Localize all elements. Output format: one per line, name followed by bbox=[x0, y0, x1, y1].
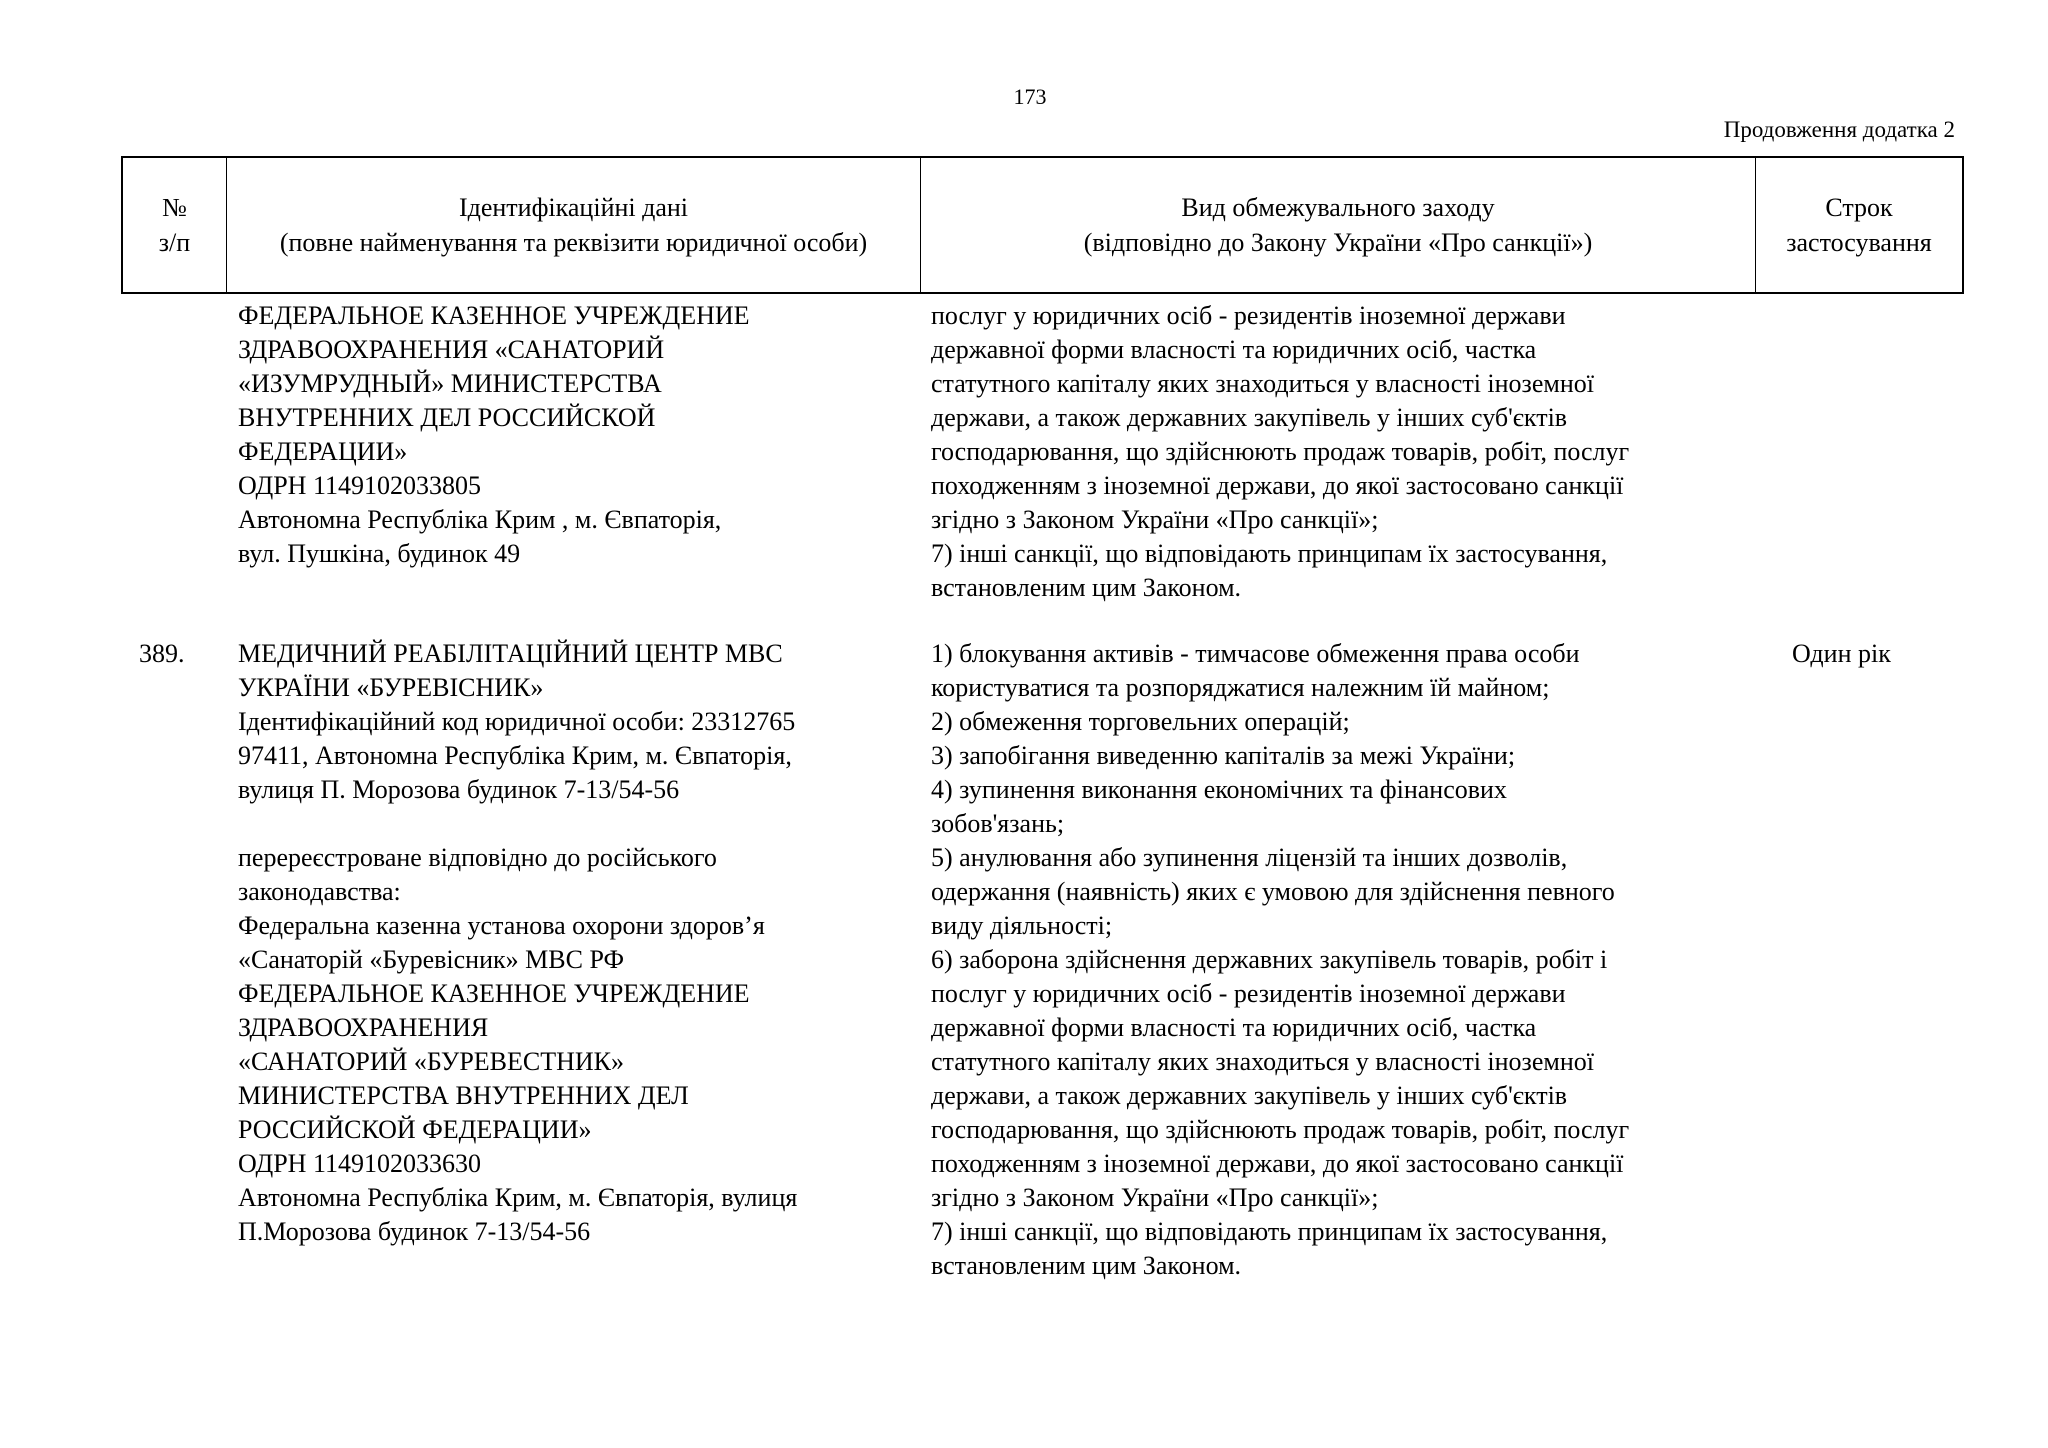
text-line: Ідентифікаційний код юридичної особи: 23312765 bbox=[238, 707, 796, 736]
text-line: Автономна Республіка Крим, м. Євпаторія, вулиця bbox=[238, 1183, 798, 1212]
text-line: встановленим цим Законом. bbox=[931, 573, 1242, 602]
text-line: 1) блокування активів - тимчасове обмеження права особи bbox=[931, 639, 1580, 668]
entry-389-russian-reregistration bbox=[238, 841, 797, 1249]
text-line: П.Морозова будинок 7-13/54-56 bbox=[238, 1217, 591, 1246]
text-line: згідно з Законом України «Про санкції»; bbox=[931, 505, 1379, 534]
entry-number: 389. bbox=[139, 639, 185, 668]
text-line: ОДРН 1149102033630 bbox=[238, 1149, 481, 1178]
text-line: послуг у юридичних осіб - резидентів іноземної держави bbox=[931, 301, 1566, 330]
text-line: походженням з іноземної держави, до якої застосовано санкції bbox=[931, 471, 1624, 500]
text-line: РОССИЙСКОЙ ФЕДЕРАЦИИ» bbox=[238, 1115, 592, 1144]
text-line: вул. Пушкіна, будинок 49 bbox=[238, 539, 521, 568]
text-line: 97411, Автономна Республіка Крим, м. Євпаторія, bbox=[238, 741, 792, 770]
text-line: 5) анулювання або зупинення ліцензій та інших дозволів, bbox=[931, 843, 1568, 872]
text-line: 7) інші санкції, що відповідають принципам їх застосування, bbox=[931, 539, 1608, 568]
entry-389-term: Один рік bbox=[1792, 639, 1891, 668]
text-line: «ИЗУМРУДНЫЙ» МИНИСТЕРСТВА bbox=[238, 369, 662, 398]
text-line: ФЕДЕРАЛЬНОЕ КАЗЕННОЕ УЧРЕЖДЕНИЕ bbox=[238, 979, 750, 1008]
text-line: одержання (наявність) яких є умовою для здійснення певного bbox=[931, 877, 1615, 906]
entry-389-identification bbox=[238, 637, 797, 1249]
text-line: 3) запобігання виведенню капіталів за межі України; bbox=[931, 741, 1516, 770]
text-line: державної форми власності та юридичних осіб, частка bbox=[931, 335, 1537, 364]
text-line: УКРАЇНИ «БУРЕВІСНИК» bbox=[238, 673, 544, 702]
text-line: згідно з Законом України «Про санкції»; bbox=[931, 1183, 1379, 1212]
text-line: встановленим цим Законом. bbox=[931, 1251, 1242, 1280]
text-line: «САНАТОРИЙ «БУРЕВЕСТНИК» bbox=[238, 1047, 625, 1076]
text-line: МИНИСТЕРСТВА ВНУТРЕННИХ ДЕЛ bbox=[238, 1081, 689, 1110]
text-line: Федеральна казенна установа охорони здоров’я bbox=[238, 911, 765, 940]
table-header bbox=[121, 156, 1964, 294]
text-line: Автономна Республіка Крим , м. Євпаторія, bbox=[238, 505, 722, 534]
entry-389-measures bbox=[931, 637, 1629, 1283]
header-term: Строк застосування bbox=[1786, 193, 1932, 257]
text-line: «Санаторій «Буревісник» МВС РФ bbox=[238, 945, 625, 974]
text-line: 7) інші санкції, що відповідають принципам їх застосування, bbox=[931, 1217, 1608, 1246]
text-line: перереєстроване відповідно до російського bbox=[238, 843, 717, 872]
prev-entry-measures bbox=[931, 299, 1629, 605]
text-line: держави, а також державних закупівель у інших суб'єктів bbox=[931, 403, 1568, 432]
page-number: 173 bbox=[1013, 84, 1047, 109]
header-identification: Ідентифікаційні дані (повне найменування та реквізити юридичної особи) bbox=[279, 193, 868, 257]
text-line: 4) зупинення виконання економічних та фінансових bbox=[931, 775, 1507, 804]
text-line: вулиця П. Морозова будинок 7-13/54-56 bbox=[238, 775, 680, 804]
header-number: № з/п bbox=[158, 193, 191, 257]
text-line: 6) заборона здійснення державних закупівель товарів, робіт і bbox=[931, 945, 1608, 974]
text-line: користуватися та розпоряджатися належним їй майном; bbox=[931, 673, 1550, 702]
text-line: ФЕДЕРАЦИИ» bbox=[238, 437, 408, 466]
text-line: МЕДИЧНИЙ РЕАБІЛІТАЦІЙНИЙ ЦЕНТР МВС bbox=[238, 639, 783, 668]
text-line: ЗДРАВООХРАНЕНИЯ «САНАТОРИЙ bbox=[238, 335, 665, 364]
text-line: державної форми власності та юридичних осіб, частка bbox=[931, 1013, 1537, 1042]
entry-389-ukrainian-details bbox=[238, 637, 797, 807]
text-line: зобов'язань; bbox=[931, 809, 1065, 838]
text-line: законодавства: bbox=[238, 877, 401, 906]
text-line: ФЕДЕРАЛЬНОЕ КАЗЕННОЕ УЧРЕЖДЕНИЕ bbox=[238, 301, 750, 330]
text-line: господарювання, що здійснюють продаж товарів, робіт, послуг bbox=[931, 437, 1630, 466]
text-line: держави, а також державних закупівель у інших суб'єктів bbox=[931, 1081, 1568, 1110]
text-line: ОДРН 1149102033805 bbox=[238, 471, 481, 500]
text-line: походженням з іноземної держави, до якої застосовано санкції bbox=[931, 1149, 1624, 1178]
appendix-continuation-caption: Продовження додатка 2 bbox=[1723, 117, 1955, 142]
text-line: ВНУТРЕННИХ ДЕЛ РОССИЙСКОЙ bbox=[238, 403, 656, 432]
text-line: 2) обмеження торговельних операцій; bbox=[931, 707, 1350, 736]
text-line: ЗДРАВООХРАНЕНИЯ bbox=[238, 1013, 489, 1042]
prev-entry-identification bbox=[238, 299, 750, 571]
header-restrictive-measure: Вид обмежувального заходу (відповідно до Закону України «Про санкції») bbox=[1083, 193, 1593, 257]
text-line: господарювання, що здійснюють продаж товарів, робіт, послуг bbox=[931, 1115, 1630, 1144]
text-line: статутного капіталу яких знаходиться у власності іноземної bbox=[931, 369, 1594, 398]
text-line: послуг у юридичних осіб - резидентів іноземної держави bbox=[931, 979, 1566, 1008]
paragraph-gap bbox=[238, 807, 797, 841]
text-line: статутного капіталу яких знаходиться у власності іноземної bbox=[931, 1047, 1594, 1076]
text-line: виду діяльності; bbox=[931, 911, 1113, 940]
